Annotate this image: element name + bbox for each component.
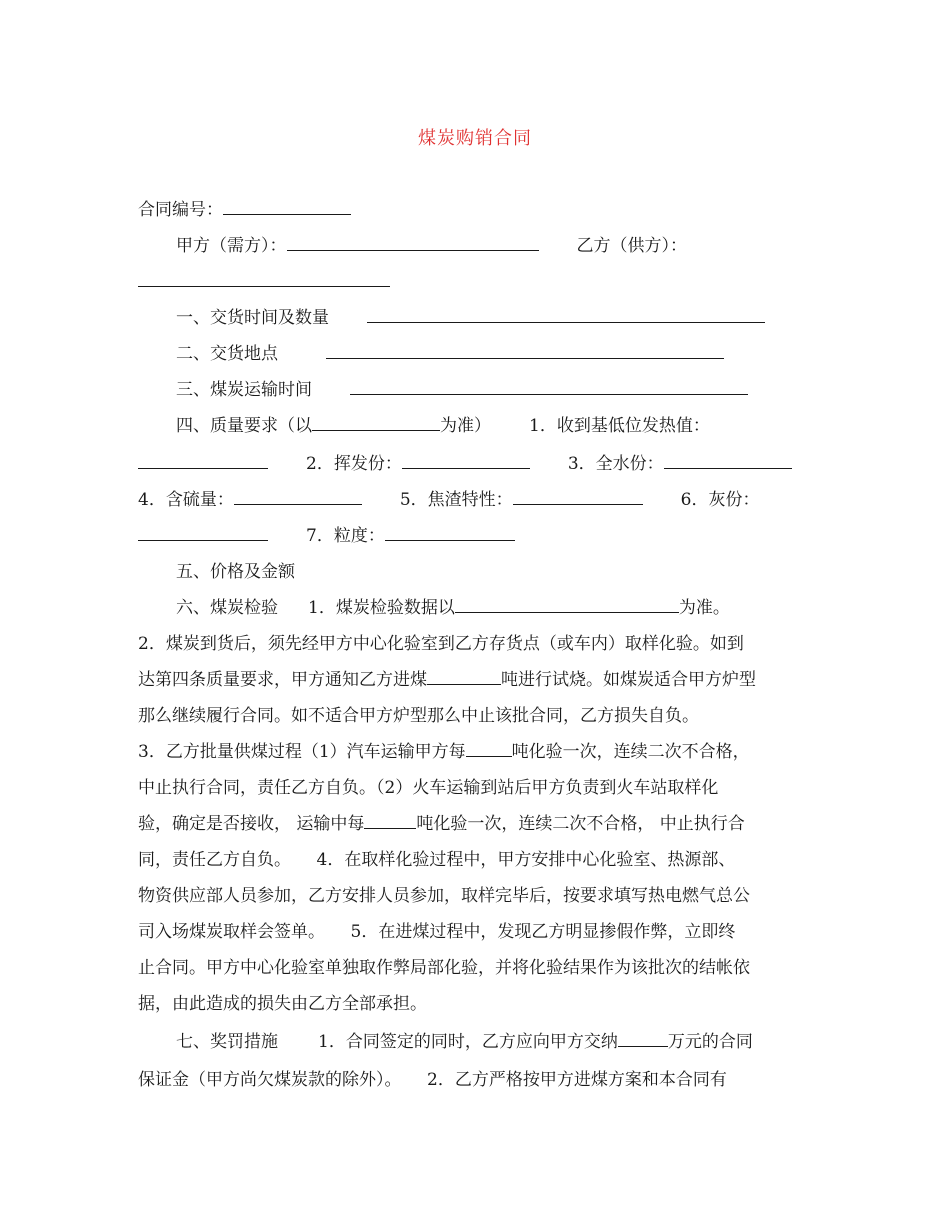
quality-item-1: 1．收到基低位发热值： — [529, 416, 710, 436]
contract-number-line — [138, 198, 818, 222]
body-line-13: 保证金（甲方尚欠煤炭款的除外）。 2．乙方严格按甲方进煤方案和本合同有 — [138, 1070, 727, 1090]
section-5 — [176, 560, 856, 584]
quality-item-5-blank — [513, 488, 643, 505]
section-6-item-1-blank — [455, 596, 679, 613]
body-line-6-pre: 验，确定是否接收， 运输中每 — [138, 814, 365, 834]
section-4 — [176, 414, 856, 438]
train-tonnage-blank — [364, 812, 416, 829]
body-line-4 — [138, 740, 818, 764]
quality-item-3-blank — [664, 452, 792, 469]
section-2-blank — [326, 342, 724, 359]
section-1-label: 一、交货时间及数量 — [176, 308, 329, 328]
quality-row-3 — [138, 488, 818, 512]
body-line-2-pre: 达第四条质量要求，甲方通知乙方进煤 — [138, 670, 427, 690]
quality-row-4 — [138, 524, 818, 548]
deposit-amount-blank — [618, 1030, 668, 1047]
section-4-blank — [312, 414, 440, 431]
party-b-blank — [138, 270, 390, 287]
body-line-2-post: 吨进行试烧。如煤炭适合甲方炉型 — [501, 670, 756, 690]
body-line-9: 司入场煤炭取样会签单。 5．在进煤过程中，发现乙方明显掺假作弊，立即终 — [138, 922, 736, 942]
section-3-label: 三、煤炭运输时间 — [176, 380, 312, 400]
quality-item-1-blank — [138, 452, 268, 469]
body-line-11: 据，由此造成的损失由乙方全部承担。 — [138, 994, 427, 1014]
body-line-4-pre: 3．乙方批量供煤过程（1）汽车运输甲方每 — [138, 742, 466, 762]
quality-item-6: 6．灰份： — [680, 490, 760, 510]
contract-number-label: 合同编号： — [138, 200, 223, 220]
body-line-8: 物资供应部人员参加，乙方安排人员参加，取样完毕后，按要求填写热电燃气总公 — [138, 886, 750, 906]
body-line-1: 2．煤炭到货后，须先经甲方中心化验室到乙方存货点（或车内）取样化验。如到 — [138, 634, 744, 654]
body-line-4-post: 吨化验一次，连续二次不合格， — [511, 742, 750, 762]
truck-tonnage-blank — [466, 740, 512, 757]
quality-item-4-blank — [234, 488, 362, 505]
section-1-blank — [367, 306, 765, 323]
party-b-label: 乙方（供方）： — [576, 236, 687, 256]
body-line-6 — [138, 812, 818, 836]
body-line-2 — [138, 668, 818, 692]
quality-item-6-blank — [138, 524, 268, 541]
quality-row-2 — [138, 452, 818, 476]
body-line-10: 止合同。甲方中心化验室单独取作弊局部化验，并将化验结果作为该批次的结帐依 — [138, 958, 750, 978]
parties-line — [176, 234, 856, 258]
quality-item-2-blank — [402, 452, 530, 469]
section-6 — [176, 596, 856, 620]
section-7 — [176, 1030, 856, 1054]
quality-item-3: 3．全水份： — [567, 454, 664, 474]
quality-item-2: 2．挥发份： — [306, 454, 402, 474]
body-line-6-post: 吨化验一次，连续二次不合格， 中止执行合 — [416, 814, 745, 834]
party-a-label: 甲方（需方）： — [176, 236, 287, 256]
party-b-blank-line — [138, 270, 818, 294]
section-5-label: 五、价格及金额 — [176, 562, 295, 582]
body-line-5: 中止执行合同，责任乙方自负。（2）火车运输到站后甲方负责到火车站取样化 — [138, 778, 719, 798]
section-3 — [176, 378, 856, 402]
section-2-label: 二、交货地点 — [176, 344, 278, 364]
quality-item-7: 7．粒度： — [306, 526, 385, 546]
section-6-item-1-post: 为准。 — [678, 598, 730, 618]
section-7-item-1-pre: 1．合同签定的同时，乙方应向甲方交纳 — [318, 1032, 618, 1052]
body-line-3: 那么继续履行合同。如不适合甲方炉型那么中止该批合同，乙方损失自负。 — [138, 706, 699, 726]
page-title: 煤炭购销合同 — [418, 128, 532, 149]
quality-item-5: 5．焦渣特性： — [399, 490, 513, 510]
party-a-blank — [287, 234, 539, 251]
section-6-item-1-pre: 1．煤炭检验数据以 — [308, 598, 455, 618]
section-2 — [176, 342, 856, 366]
section-3-blank — [350, 378, 748, 395]
trial-tonnage-blank — [427, 668, 501, 685]
section-4-post: 为准） — [440, 416, 491, 436]
contract-number-blank — [223, 198, 351, 215]
section-4-pre: 四、质量要求（以 — [176, 416, 312, 436]
section-1 — [176, 306, 856, 330]
body-line-7: 同，责任乙方自负。 4．在取样化验过程中，甲方安排中心化验室、热源部、 — [138, 850, 736, 870]
quality-item-4: 4．含硫量： — [138, 490, 234, 510]
section-7-item-1-post: 万元的合同 — [667, 1032, 753, 1052]
section-7-label: 七、奖罚措施 — [176, 1032, 278, 1052]
quality-item-7-blank — [385, 524, 515, 541]
section-6-label: 六、煤炭检验 — [176, 598, 278, 618]
